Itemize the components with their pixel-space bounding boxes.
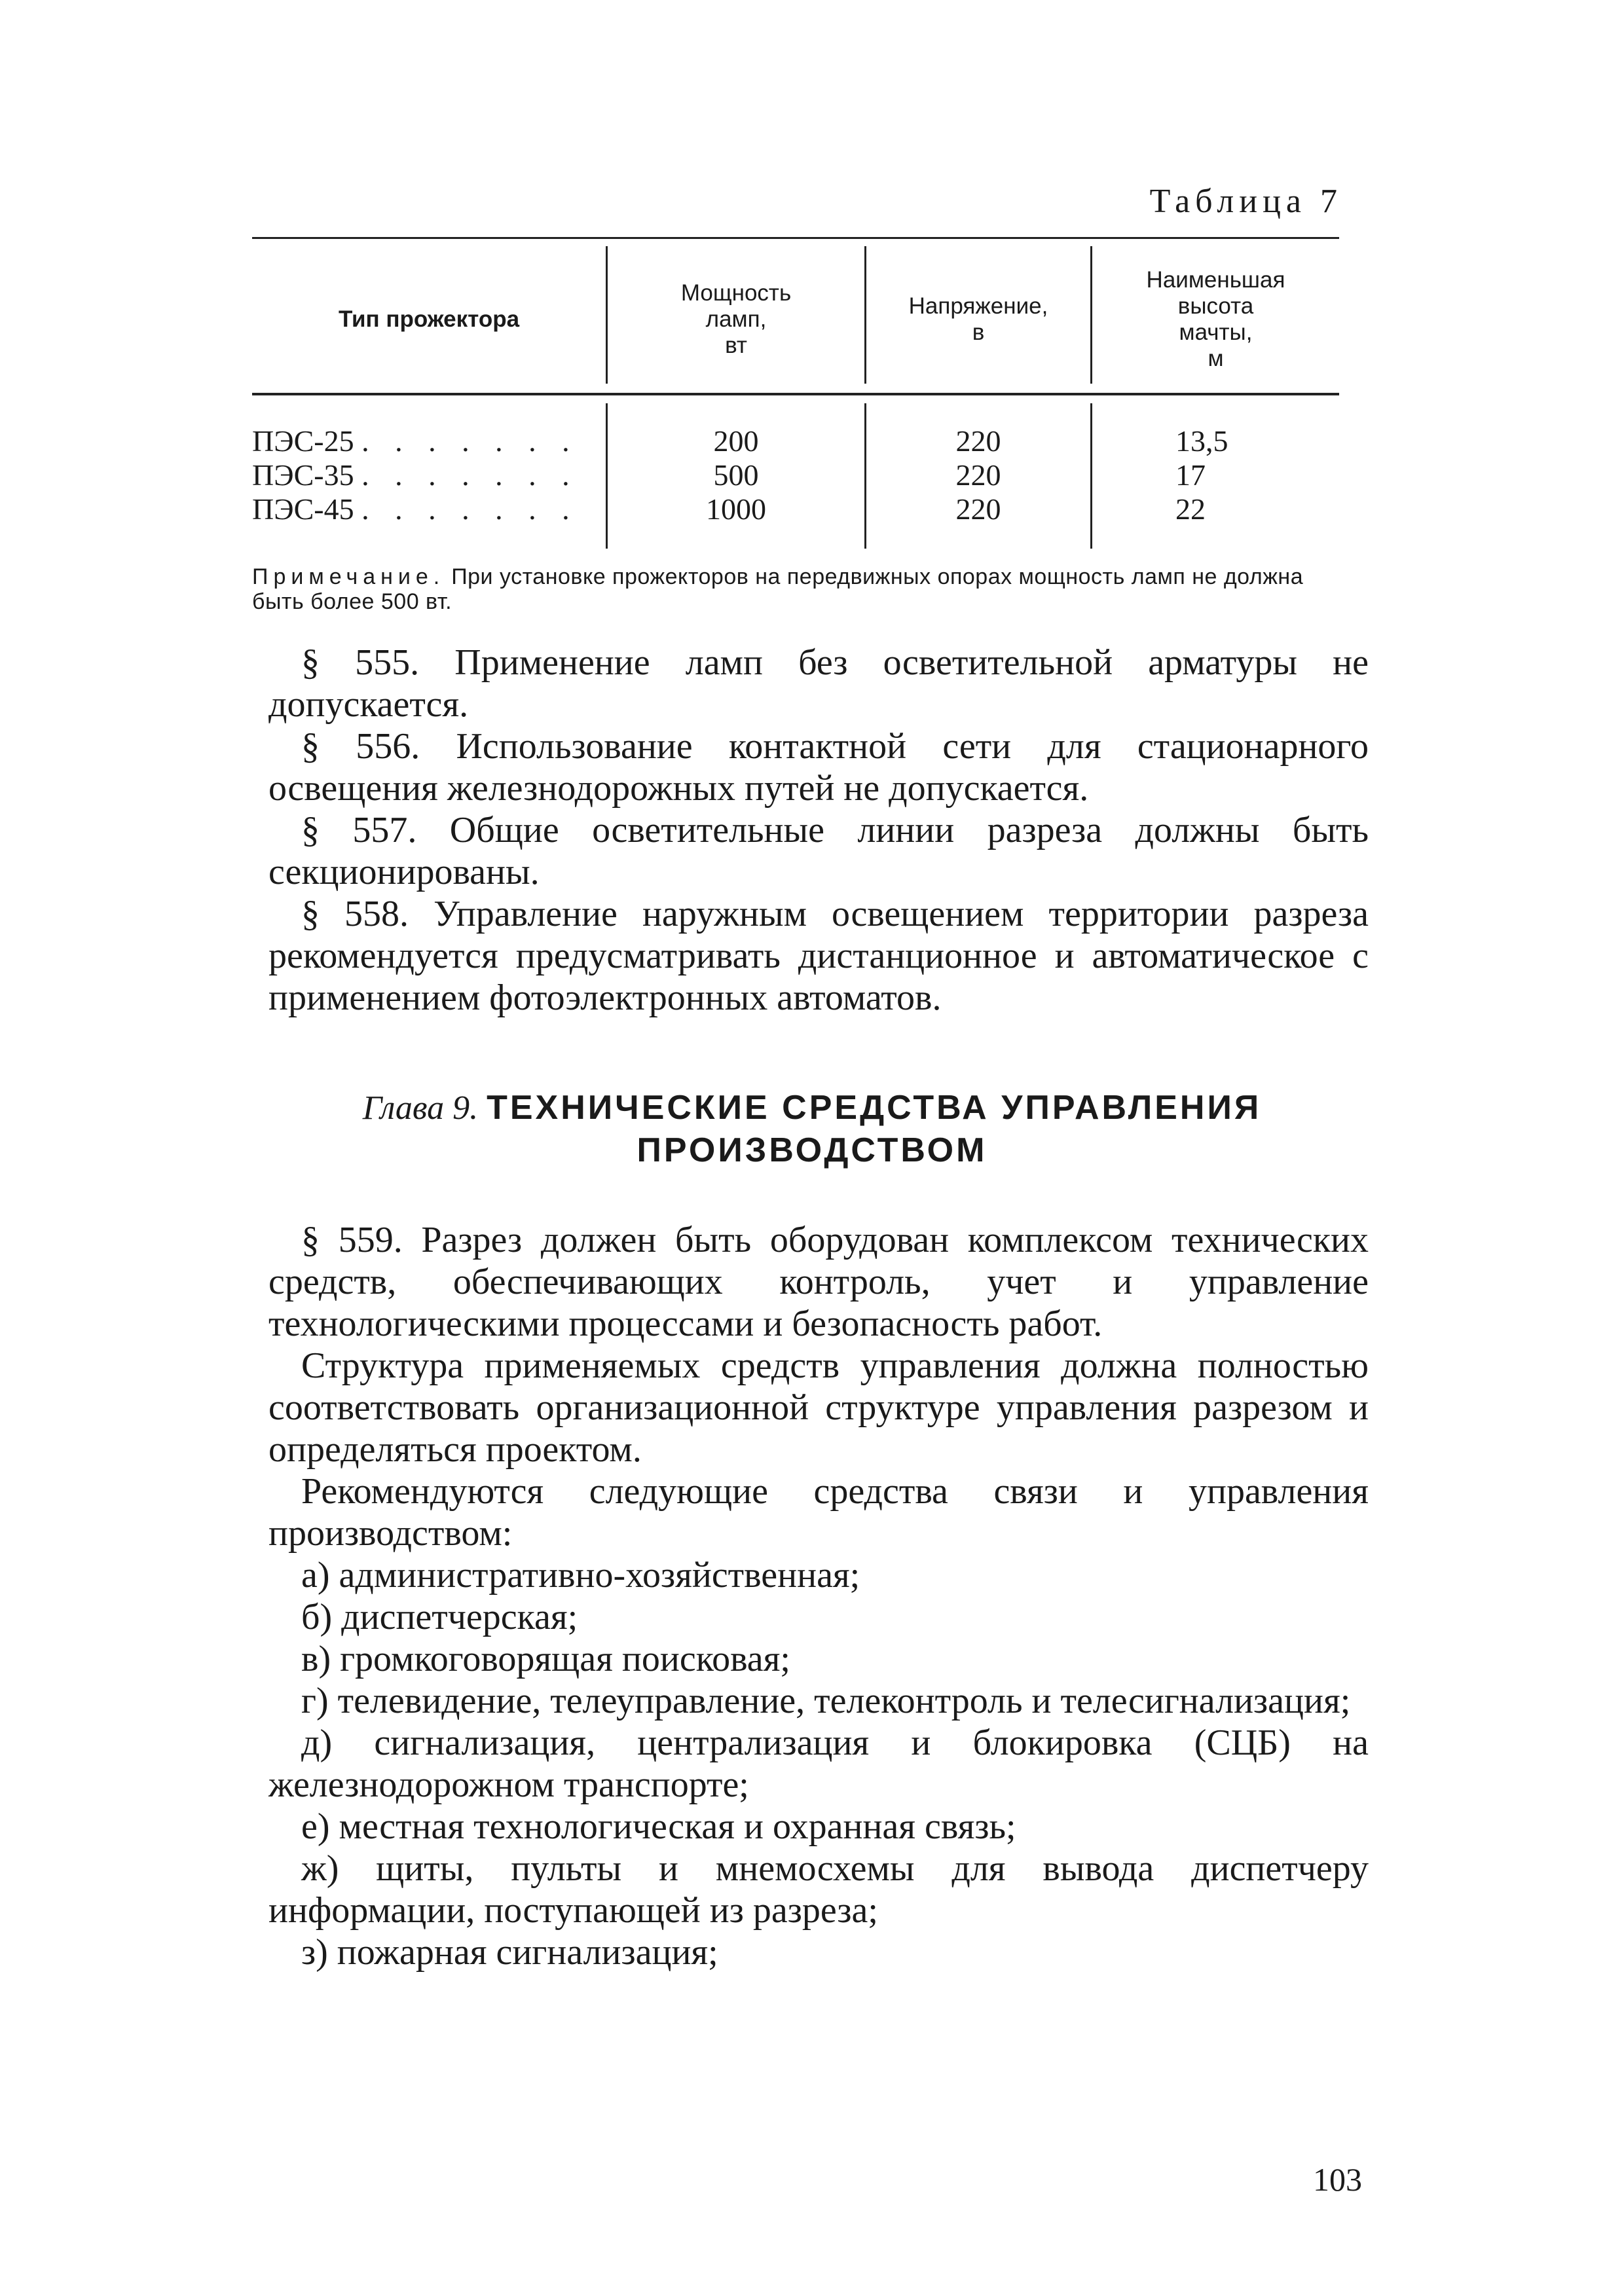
lamp-power: 1000 — [706, 492, 766, 526]
table-caption: Таблица 7 — [1149, 183, 1342, 220]
list-item: а) административно-хозяйственная; — [301, 1555, 860, 1595]
mast-height: 13,5 — [1175, 424, 1228, 458]
mast-height: 22 — [1175, 492, 1206, 526]
sections-after — [268, 1219, 1369, 1973]
list-item: г) телевидение, телеуправление, телеконтроль и телесигнализация; — [301, 1681, 1351, 1721]
section-557: § 557. Общие осветительные линии разреза должны быть секционированы. — [268, 810, 1369, 892]
section-558: § 558. Управление наружным освещением территории разреза рекомендуется предусматривать дистанционное и автоматическое с применением фотоэлектронных автоматов. — [268, 894, 1369, 1018]
list-item: з) пожарная сигнализация; — [301, 1932, 718, 1973]
list-item: в) громкоговорящая поисковая; — [301, 1639, 790, 1679]
paragraph-structure: Структура применяемых средств управления должна полностью соответствовать организационной структуре управления разрезом и определяться проектом. — [268, 1345, 1369, 1470]
section-559: § 559. Разрез должен быть оборудован комплексом технических средств, обеспечивающих контроль, учет и управление технологическими процессами и безопасность работ. — [268, 1220, 1369, 1344]
table-header-rule — [252, 393, 1339, 395]
table-row — [252, 424, 1339, 458]
chapter-heading — [262, 1087, 1362, 1171]
note-text: При установке прожекторов на передвижных опорах мощность ламп не должна быть более 500 вт. — [252, 564, 1304, 614]
list-item: д) сигнализация, централизация и блокировка (СЦБ) на железнодорожном транспорте; — [268, 1722, 1369, 1805]
section-555: § 555. Применение ламп без осветительной арматуры не допускается. — [268, 642, 1369, 725]
mast-height: 17 — [1175, 458, 1206, 492]
chapter-title-line1: ТЕХНИЧЕСКИЕ СРЕДСТВА УПРАВЛЕНИЯ — [487, 1089, 1262, 1127]
header-power: Мощность ламп, вт — [680, 280, 792, 358]
lamp-voltage: 220 — [955, 492, 1001, 526]
list-item: е) местная технологическая и охранная связь; — [301, 1806, 1016, 1847]
chapter-title-line2: ПРОИЗВОДСТВОМ — [637, 1131, 987, 1169]
lamp-type: ПЭС-45 — [252, 492, 354, 526]
header-height: Наименьшая высота мачты, м — [1146, 267, 1285, 371]
lamp-power: 500 — [713, 458, 759, 492]
chapter-number: Глава 9. — [362, 1089, 479, 1127]
page-number: 103 — [1313, 2161, 1362, 2198]
table-row — [252, 458, 1339, 492]
header-voltage: Напряжение, в — [908, 293, 1048, 345]
table-row — [252, 492, 1339, 526]
dot-leader: . . . . . . . — [361, 424, 579, 458]
paragraph-recommended: Рекомендуются следующие средства связи и управления производством: — [268, 1471, 1369, 1554]
list-item: ж) щиты, пульты и мнемосхемы для вывода диспетчеру информации, поступающей из разреза; — [268, 1848, 1369, 1931]
lamp-voltage: 220 — [955, 424, 1001, 458]
lamp-voltage: 220 — [955, 458, 1001, 492]
section-556: § 556. Использование контактной сети для стационарного освещения железнодорожных путей не допускается. — [268, 726, 1369, 809]
table-note — [252, 564, 1352, 614]
sections-before — [268, 642, 1369, 1019]
dot-leader: . . . . . . . — [361, 458, 579, 492]
header-type: Тип прожектора — [338, 306, 520, 332]
lamp-type: ПЭС-25 — [252, 424, 354, 458]
lamp-type: ПЭС-35 — [252, 458, 354, 492]
lamp-power: 200 — [713, 424, 759, 458]
list-item: б) диспетчерская; — [301, 1597, 578, 1637]
note-label: Примечание. — [252, 564, 445, 589]
dot-leader: . . . . . . . — [361, 492, 579, 526]
table-top-rule — [252, 237, 1339, 239]
